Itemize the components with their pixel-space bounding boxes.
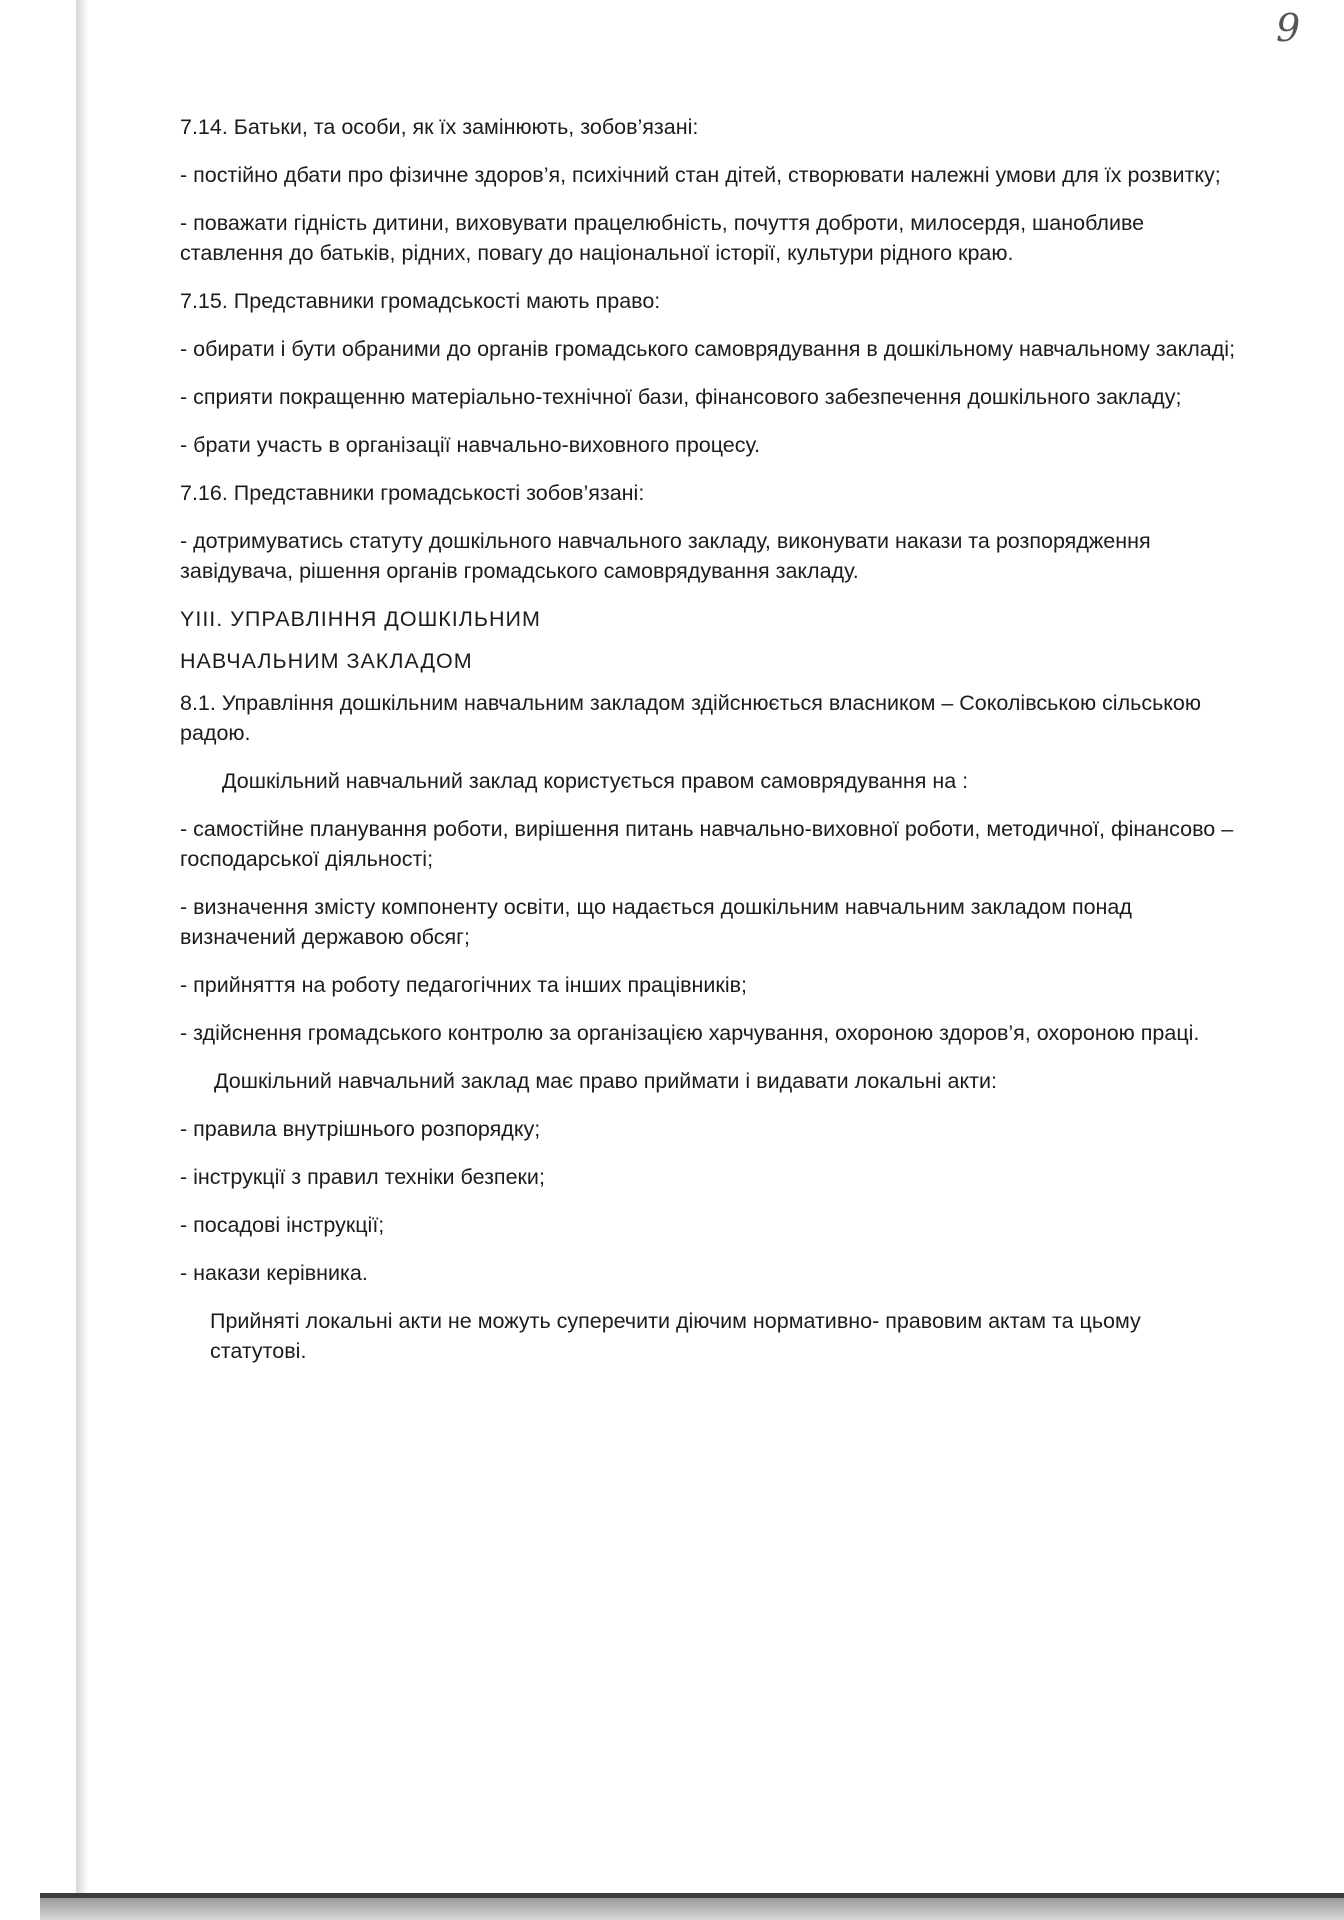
section-7-15-item-3: - брати участь в організації навчально-виховного процесу. xyxy=(180,433,761,457)
section-7-14-item-2: - поважати гідність дитини, виховувати працелюбність, почуття доброти, милосердя, шанобливе ставлення до батьків, рідних, повагу до національної історії, культури рідного краю. xyxy=(180,211,1145,265)
section-7-15-item-1: - обирати і бути обраними до органів громадського самоврядування в дошкільному навчальному закладі; xyxy=(180,337,1236,361)
section-8-heading-line-2: НАВЧАЛЬНИМ ЗАКЛАДОМ xyxy=(180,649,473,673)
closing-paragraph: Прийняті локальні акти не можуть суперечити діючим нормативно- правовим актам та цьому статутові. xyxy=(210,1309,1141,1363)
page-number: 9 xyxy=(1276,6,1301,50)
local-acts-item-4: - накази керівника. xyxy=(180,1261,368,1285)
local-acts-intro: Дошкільний навчальний заклад має право приймати і видавати локальні акти: xyxy=(214,1069,997,1093)
page-left-shadow xyxy=(76,0,88,1920)
section-7-16-item-1: - дотримуватись статуту дошкільного навчального закладу, виконувати накази та розпорядження завідувача, рішення органів громадського самоврядування закладу. xyxy=(180,529,1151,583)
self-governance-item-4: - здійснення громадського контролю за організацією харчування, охороною здоров’я, охороною праці. xyxy=(180,1021,1200,1045)
local-acts-item-3: - посадові інструкції; xyxy=(180,1213,385,1237)
self-governance-item-3: - прийняття на роботу педагогічних та інших працівників; xyxy=(180,973,747,997)
section-7-14-title: 7.14. Батьки, та особи, як їх замінюють, зобов’язані: xyxy=(180,115,699,139)
section-7-15-title: 7.15. Представники громадськості мають право: xyxy=(180,289,661,313)
scan-bottom-shadow xyxy=(40,1898,1344,1920)
section-7-16-title: 7.16. Представники громадськості зобов’язані: xyxy=(180,481,645,505)
local-acts-item-2: - інструкції з правил техніки безпеки; xyxy=(180,1165,545,1189)
self-governance-intro: Дошкільний навчальний заклад користується правом самоврядування на : xyxy=(222,769,969,793)
section-8-1-text: 8.1. Управління дошкільним навчальним закладом здійснюється власником – Соколівською сільською радою. xyxy=(180,691,1201,745)
self-governance-item-1: - самостійне планування роботи, вирішення питань навчально-виховної роботи, методичної, фінансово – господарської діяльності; xyxy=(180,817,1234,871)
local-acts-item-1: - правила внутрішнього розпорядку; xyxy=(180,1117,541,1141)
document-body xyxy=(180,112,1240,1366)
section-7-15-item-2: - сприяти покращенню матеріально-технічної бази, фінансового забезпечення дошкільного закладу; xyxy=(180,385,1182,409)
self-governance-item-2: - визначення змісту компоненту освіти, що надається дошкільним навчальним закладом понад визначений державою обсяг; xyxy=(180,895,1132,949)
section-7-14-item-1: - постійно дбати про фізичне здоров’я, психічний стан дітей, створювати належні умови для їх розвитку; xyxy=(180,163,1221,187)
section-8-heading-line-1: YIII. УПРАВЛІННЯ ДОШКІЛЬНИМ xyxy=(180,607,541,631)
